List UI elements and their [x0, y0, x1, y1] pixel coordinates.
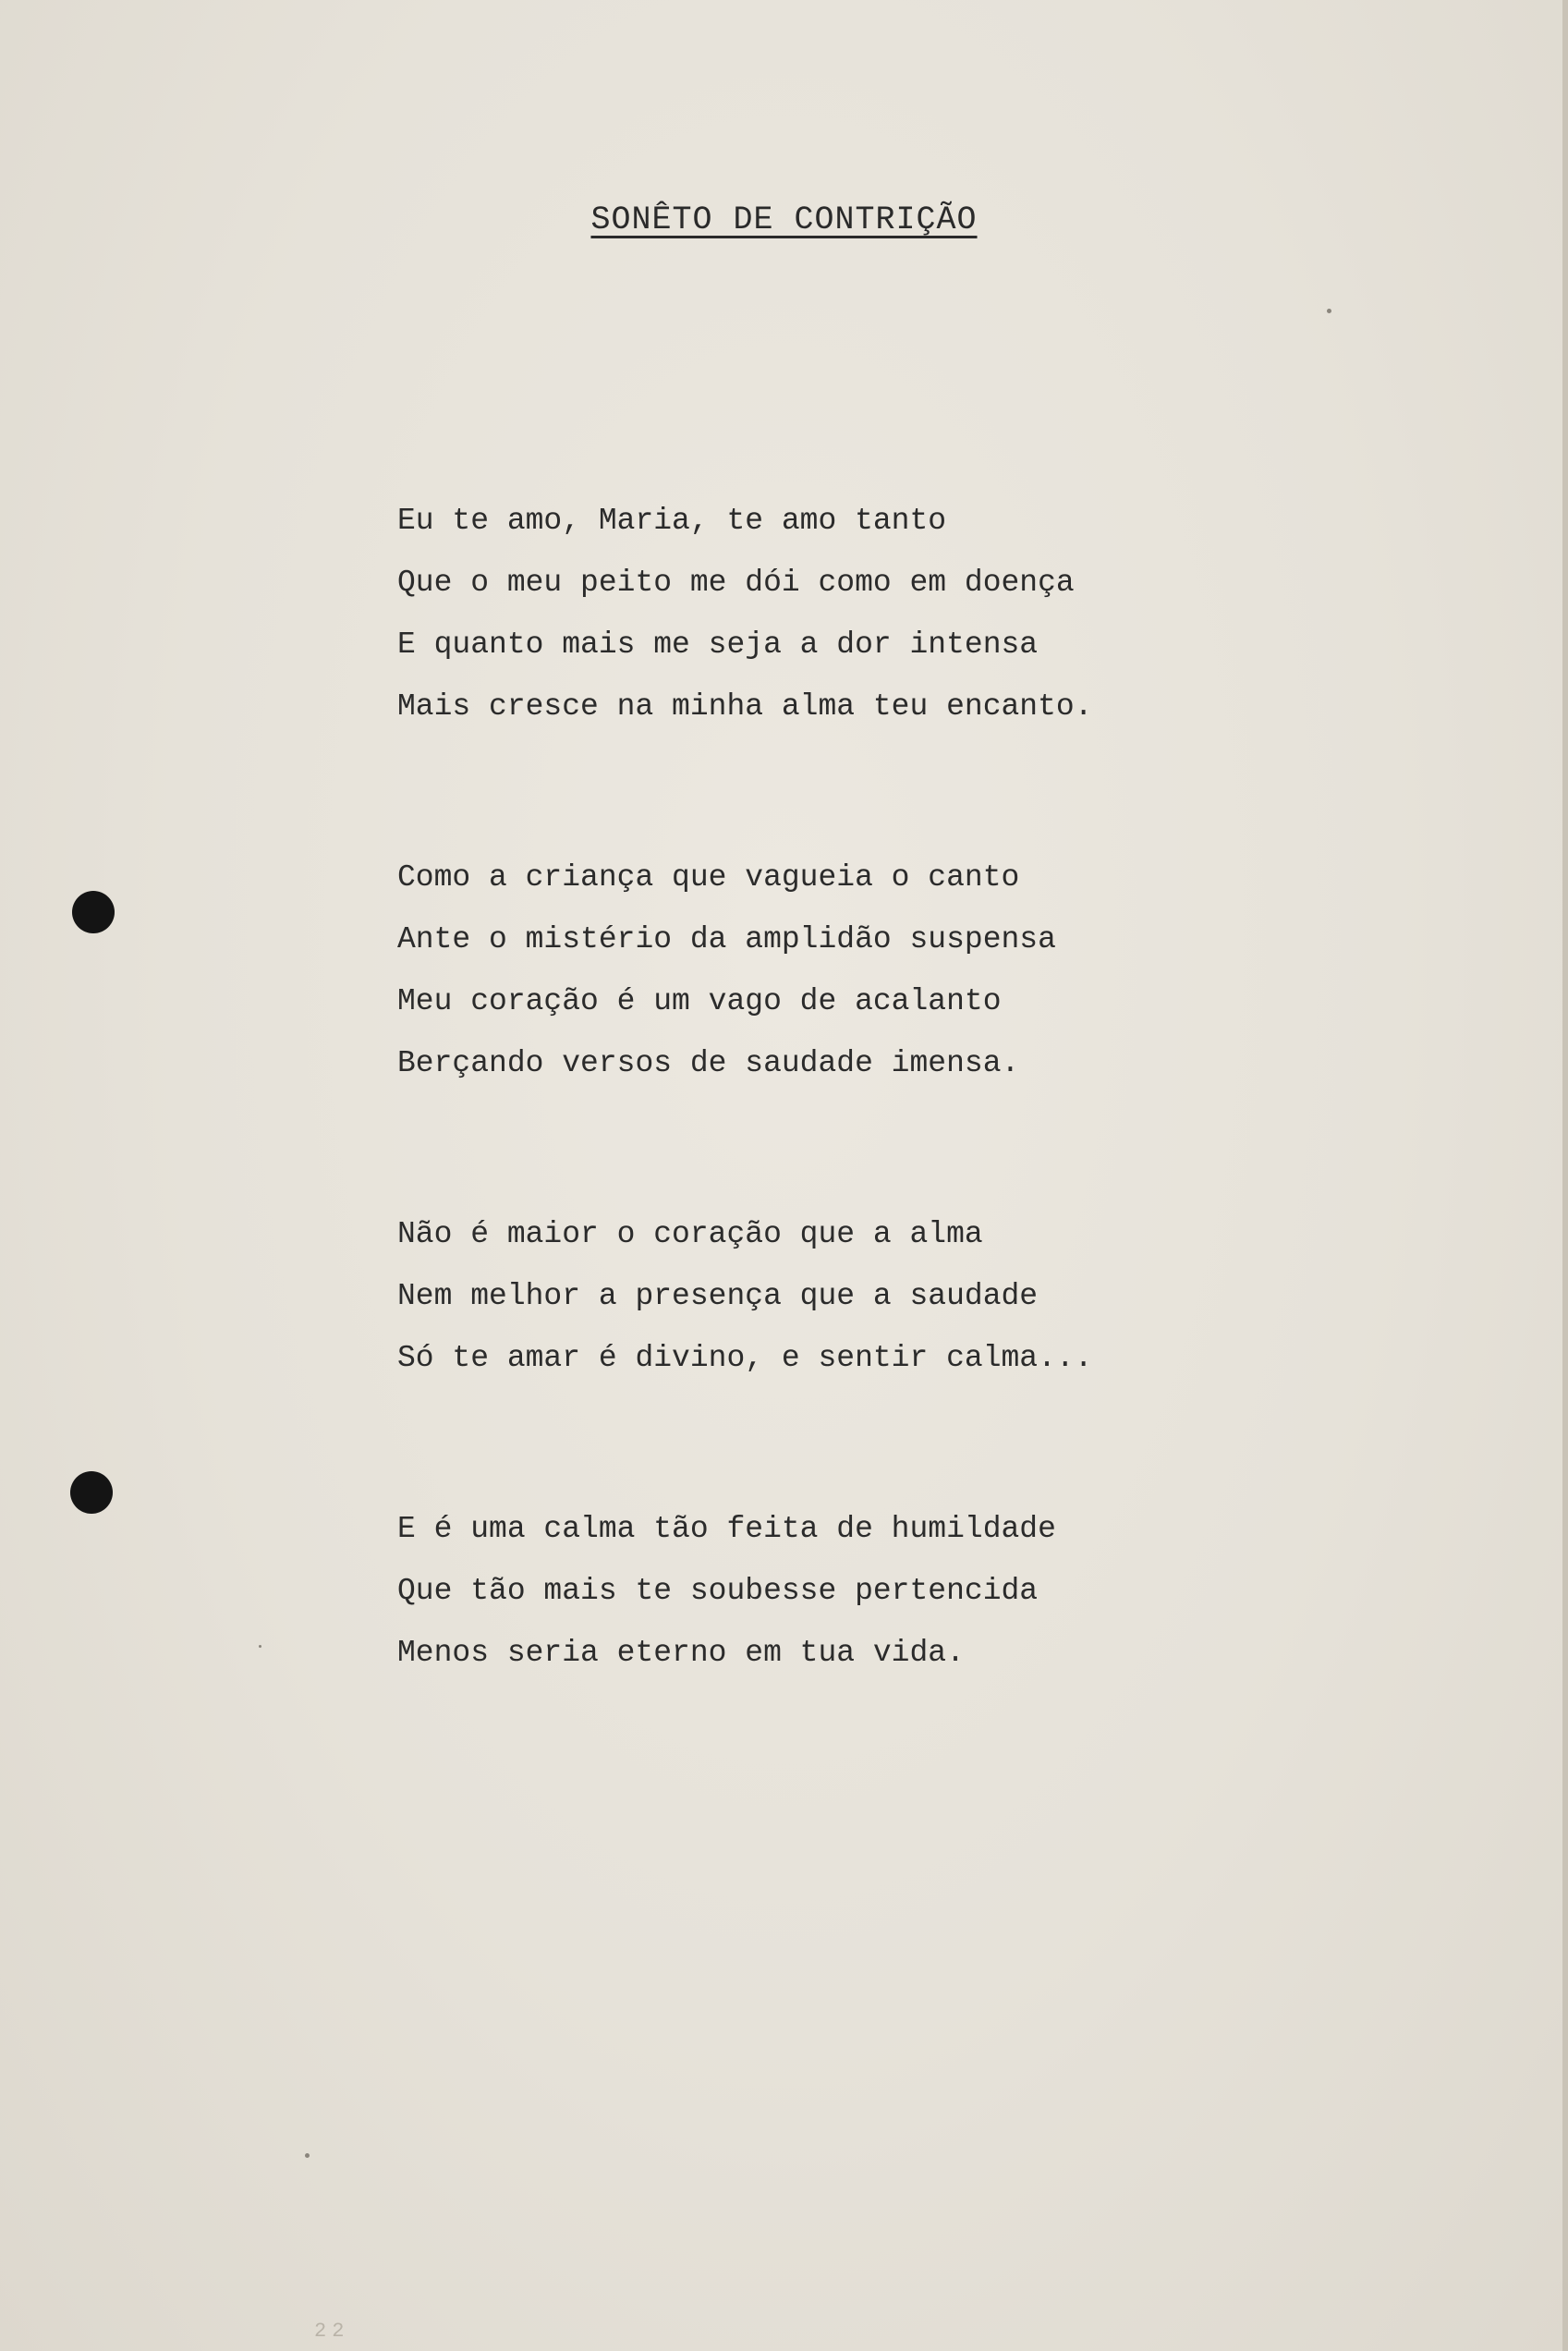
poem-line: Ante o mistério da amplidão suspensa	[397, 922, 1056, 956]
stanza-3	[397, 1203, 1321, 1389]
poem-line: Mais cresce na minha alma teu encanto.	[397, 689, 1093, 724]
stanza-1	[397, 490, 1321, 737]
paper-speck	[259, 1645, 261, 1648]
stanza-2	[397, 847, 1321, 1094]
poem-line: Berçando versos de saudade imensa.	[397, 1046, 1020, 1080]
poem-line: Que tão mais te soubesse pertencida	[397, 1574, 1039, 1608]
poem-line: Meu coração é um vago de acalanto	[397, 984, 1002, 1018]
poem-line: Como a criança que vagueia o canto	[397, 860, 1020, 895]
poem-title	[0, 201, 1568, 238]
poem-title-text: SONÊTO DE CONTRIÇÃO	[590, 201, 978, 238]
punch-hole-top	[72, 891, 115, 933]
poem-line: E quanto mais me seja a dor intensa	[397, 627, 1039, 662]
paper-edge	[1562, 0, 1568, 2351]
footer-mark: 22	[314, 2320, 350, 2343]
poem-line: Eu te amo, Maria, te amo tanto	[397, 504, 947, 538]
poem-line: E é uma calma tão feita de humildade	[397, 1512, 1056, 1546]
poem-body	[397, 490, 1321, 1684]
poem-line: Não é maior o coração que a alma	[397, 1217, 983, 1251]
poem-line: Menos seria eterno em tua vida.	[397, 1636, 965, 1670]
stanza-4	[397, 1498, 1321, 1684]
punch-hole-bottom	[70, 1471, 113, 1514]
poem-line: Que o meu peito me dói como em doença	[397, 566, 1075, 600]
paper-speck	[305, 2153, 310, 2158]
paper-speck	[1327, 309, 1331, 313]
poem-line: Nem melhor a presença que a saudade	[397, 1279, 1039, 1313]
poem-line: Só te amar é divino, e sentir calma...	[397, 1341, 1093, 1375]
